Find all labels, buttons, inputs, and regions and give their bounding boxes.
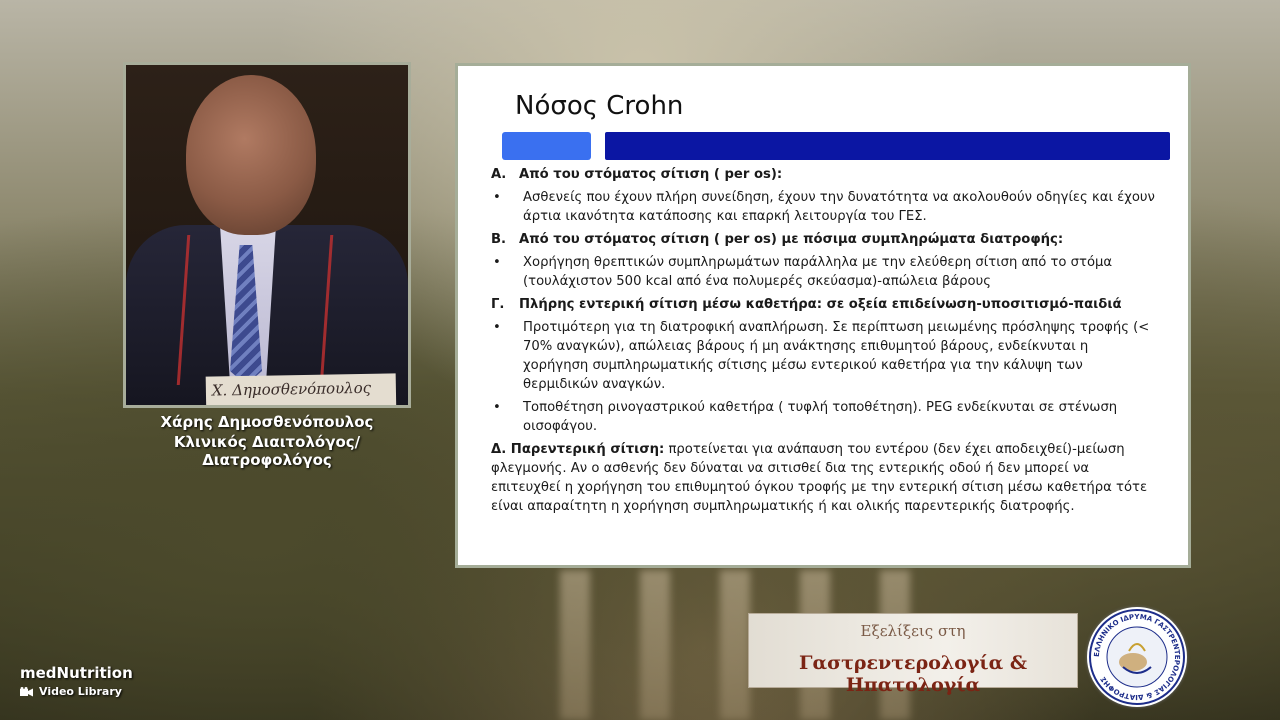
conference-line2: Γαστρεντερολογία & Ηπατολογία: [798, 652, 1028, 696]
slide-title: Νόσος Crohn: [515, 91, 684, 121]
background-column: [640, 570, 670, 720]
background-column: [720, 570, 750, 720]
section-c-heading: Γ. Πλήρης εντερική σίτιση μέσω καθετήρα: σε οξεία επιδείνωση-υποσιτισμό-παιδιά: [491, 297, 1122, 312]
bullet-icon: •: [493, 400, 501, 415]
speaker-name-sign: Χ. Δημοσθενόπουλος: [206, 373, 397, 408]
video-camera-icon: [20, 687, 33, 697]
background-column: [560, 570, 590, 720]
speaker-name: Χάρης Δημοσθενόπουλος: [160, 413, 374, 431]
list-item: • Ασθενείς που έχουν πλήρη συνείδηση, έχουν την δυνατότητα να ακολουθούν οδηγίες και έχουν άρτια ικανότητα κατάποσης και επαρκή λειτουργία του ΓΕΣ.: [493, 190, 1155, 224]
title-accent-bar-small: [502, 132, 591, 160]
section-d-paragraph: Δ. Παρεντερική σίτιση: προτείνεται για ανάπαυση του εντέρου (δεν έχει αποδειχθεί)-μείωση φλεγμονής. Αν ο ασθενής δεν δύναται να σιτισθεί δια της εντερικής οδού ή δεν μπορεί να επιτευχθεί η χορήγηση του επιθυμητού όγκου τροφής με την εντερική σίτιση μέσω καθετήρα τότε είναι απαραίτητη η χορήγηση συμπληρωματικής ή και ολικής παρεντερικής διατροφής.: [491, 442, 1148, 514]
foundation-logo: [1087, 607, 1187, 707]
brand-name: medNutrition: [20, 664, 133, 682]
speaker-video: [123, 62, 411, 408]
brand-logo: [20, 664, 133, 698]
bullet-icon: •: [493, 190, 501, 205]
list-item: • Χορήγηση θρεπτικών συμπληρωμάτων παράλληλα με την ελεύθερη σίτιση από το στόμα (τουλάχιστον 500 kcal από ένα πολυμερές σκεύασμα)-απώλεια βάρους: [493, 255, 1113, 289]
conference-banner: [748, 613, 1078, 696]
list-item: • Προτιμότερη για τη διατροφική αναπλήρωση. Σε περίπτωση μειωμένης πρόσληψης τροφής (< 70% αναγκών), απώλειας βάρους ή μη ανάκτησης επιθυμητού βάρους, ενδείκνυται η χορήγηση συμπληρωματικής σίτισης μέσω εντερικού καθετήρα για την κάλυψη των θερμιδικών αναγκών.: [493, 320, 1150, 392]
section-b-heading: Β. Από του στόματος σίτιση ( per os) με πόσιμα συμπληρώματα διατροφής:: [491, 232, 1064, 247]
conference-line1: Εξελίξεις στη: [860, 622, 966, 640]
section-a-heading: Α. Από του στόματος σίτιση ( per os):: [491, 167, 783, 182]
speaker-role: Κλινικός Διαιτολόγος/Διατροφολόγος: [173, 433, 361, 469]
presentation-slide: [455, 63, 1191, 568]
bullet-icon: •: [493, 255, 501, 270]
brand-subtitle: Video Library: [39, 685, 122, 698]
foundation-logo-text: ΕΛΛΗΝΙΚΟ ΙΔΡΥΜΑ ΓΑΣΤΡΕΝΤΕΡΟΛΟΓΙΑΣ & ΔΙΑΤΡΟΦΗΣ: [1092, 612, 1182, 702]
title-accent-bar: [605, 132, 1170, 160]
list-item: • Τοποθέτηση ρινογαστρικού καθετήρα ( τυφλή τοποθέτηση). PEG ενδείκνυται σε στένωση οισοφάγου.: [493, 400, 1118, 434]
bullet-icon: •: [493, 320, 501, 335]
slide-body: [491, 165, 1156, 516]
